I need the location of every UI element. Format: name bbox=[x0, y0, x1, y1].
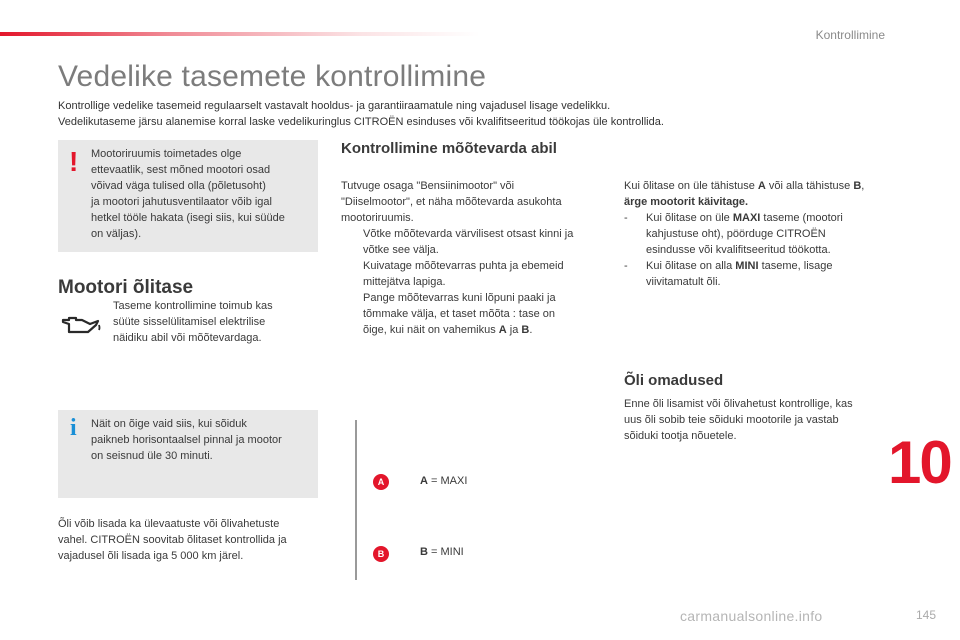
oil-level-line: näidiku abil või mõõtevardaga. bbox=[113, 332, 262, 344]
dipstick-step bbox=[341, 258, 606, 290]
section-label: Kontrollimine bbox=[815, 28, 885, 42]
marker-a-icon: A bbox=[373, 474, 389, 490]
label-b-text: = MINI bbox=[427, 546, 464, 558]
info-line: paikneb horisontaalsel pinnal ja mootor bbox=[91, 434, 282, 446]
level-item-line: viivitamatult õli. bbox=[646, 276, 721, 288]
level-text: taseme, lisage bbox=[758, 260, 833, 272]
step-text: õige, kui näit on vahemikus bbox=[363, 324, 499, 336]
level-text: Kui õlitase on üle tähistuse bbox=[624, 180, 758, 192]
oil-change-line: Õli võib lisada ka ülevaatuste või õlivahetuste bbox=[58, 518, 280, 530]
page-number: 145 bbox=[916, 608, 937, 622]
oil-props-line: uus õli sobib teie sõiduki mootorile ja vastab bbox=[624, 414, 839, 426]
mark-b-ref: B bbox=[521, 324, 530, 336]
level-text: , bbox=[861, 180, 865, 192]
dipstick-intro-line: "Diiselmootor", et näha mõõtevarda asukohta bbox=[341, 196, 562, 208]
intro-line: Kontrollige vedelike tasemeid regulaarselt vastavalt hooldus- ja garantiiraamatule ning vajadusel lisage vedelikku. bbox=[58, 100, 611, 112]
mark-a-ref: A bbox=[757, 180, 766, 192]
warning-box bbox=[58, 140, 318, 252]
step-line: võtke see välja. bbox=[363, 244, 439, 256]
level-keyword: MAXI bbox=[732, 212, 761, 224]
level-text: Kui õlitase on alla bbox=[646, 260, 736, 272]
oil-can-icon bbox=[60, 312, 104, 336]
level-text: või alla tähistuse bbox=[765, 180, 854, 192]
intro-text bbox=[58, 98, 918, 130]
level-keyword: MINI bbox=[735, 260, 759, 272]
page-title: Vedelike tasemete kontrollimine bbox=[58, 60, 487, 93]
header-accent-bar bbox=[0, 32, 480, 36]
step-line: Pange mõõtevarras kuni lõpuni paaki ja bbox=[363, 292, 556, 304]
label-a-letter: A bbox=[420, 475, 428, 487]
dipstick-intro-line: Tutvuge osaga "Bensiinimootor" või bbox=[341, 180, 515, 192]
level-text: taseme (mootori bbox=[760, 212, 843, 224]
oil-props-line: sõiduki tootja nõuetele. bbox=[624, 430, 737, 442]
label-b-letter: B bbox=[420, 546, 428, 558]
chapter-number: 10 bbox=[888, 429, 951, 496]
oil-level-heading: Mootori õlitase bbox=[58, 277, 194, 298]
footer-watermark: carmanualsonline.info bbox=[680, 608, 823, 624]
level-warning-line: ärge mootorit käivitage. bbox=[624, 196, 749, 208]
warning-line: ettevaatlik, sest mõned mootori osad bbox=[91, 164, 271, 176]
step-line: Võtke mõõtevarda värvilisest otsast kinni ja bbox=[363, 228, 574, 240]
level-line bbox=[624, 178, 894, 194]
dash-mark: - bbox=[624, 260, 628, 272]
info-text bbox=[91, 416, 316, 464]
info-line: on seisnud üle 30 minuti. bbox=[91, 450, 213, 462]
level-item-line: esindusse või kvalifitseeritud töökotta. bbox=[646, 244, 831, 256]
dash-mark: - bbox=[624, 212, 628, 224]
step-line: mittejätva lapiga. bbox=[363, 276, 446, 288]
warning-line: hetkel tööle hakata (isegi siis, kui süüde bbox=[91, 212, 285, 224]
dipstick-step bbox=[341, 290, 606, 338]
info-box bbox=[58, 410, 318, 498]
intro-line: Vedelikutaseme järsu alanemise korral laske vedelikuringlus CITROËN esinduses või kvalifitseeritud töökojas üle kontrollida. bbox=[58, 116, 664, 128]
label-maxi bbox=[420, 473, 467, 489]
oil-level-text bbox=[113, 298, 313, 346]
info-line: Näit on õige vaid siis, kui sõiduk bbox=[91, 418, 247, 430]
level-item-line bbox=[646, 258, 894, 274]
level-item-line bbox=[646, 210, 894, 226]
step-text: ja bbox=[506, 324, 522, 336]
dipstick-step bbox=[341, 226, 606, 258]
oil-change-line: vahel. CITROËN soovitab õlitaset kontrollida ja bbox=[58, 534, 287, 546]
level-item-line: kahjustuse oht), pöörduge CITROËN bbox=[646, 228, 826, 240]
oil-level-line: Taseme kontrollimine toimub kas bbox=[113, 300, 273, 312]
warning-text bbox=[91, 146, 316, 242]
step-line bbox=[363, 322, 606, 338]
step-text: . bbox=[529, 324, 533, 336]
label-mini bbox=[420, 544, 464, 560]
marker-b-icon: B bbox=[373, 546, 389, 562]
oil-level-line: süüte sisselülitamisel elektrilise bbox=[113, 316, 266, 328]
warning-line: on väljas). bbox=[91, 228, 142, 240]
dipstick-heading: Kontrollimine mõõtevarda abil bbox=[341, 140, 557, 157]
warning-line: võivad väga tulised olla (põletusoht) bbox=[91, 180, 266, 192]
oil-props-heading: Õli omadused bbox=[624, 372, 724, 389]
level-item bbox=[624, 210, 894, 258]
exclamation-icon: ! bbox=[69, 146, 79, 177]
info-icon: i bbox=[70, 415, 77, 441]
oil-props-line: Enne õli lisamist või õlivahetust kontrollige, kas bbox=[624, 398, 853, 410]
mark-b-ref: B bbox=[853, 180, 862, 192]
step-line: Kuivatage mõõtevarras puhta ja ebemeid bbox=[363, 260, 564, 272]
level-text: Kui õlitase on üle bbox=[646, 212, 733, 224]
warning-line: Mootoriruumis toimetades olge bbox=[91, 148, 242, 160]
level-item bbox=[624, 258, 894, 290]
oil-change-note bbox=[58, 516, 323, 564]
label-a-text: = MAXI bbox=[427, 475, 468, 487]
level-instructions bbox=[624, 178, 894, 290]
step-line: tõmmake välja, et taset mõõta : tase on bbox=[363, 308, 555, 320]
mark-a-ref: A bbox=[498, 324, 507, 336]
warning-line: ja mootori jahutusventilaator võib igal bbox=[91, 196, 272, 208]
oil-change-line: vajadusel õli lisada iga 5 000 km järel. bbox=[58, 550, 244, 562]
dipstick-instructions bbox=[341, 178, 606, 338]
oil-props-text bbox=[624, 396, 894, 444]
dipstick-intro-line: mootoriruumis. bbox=[341, 212, 414, 224]
